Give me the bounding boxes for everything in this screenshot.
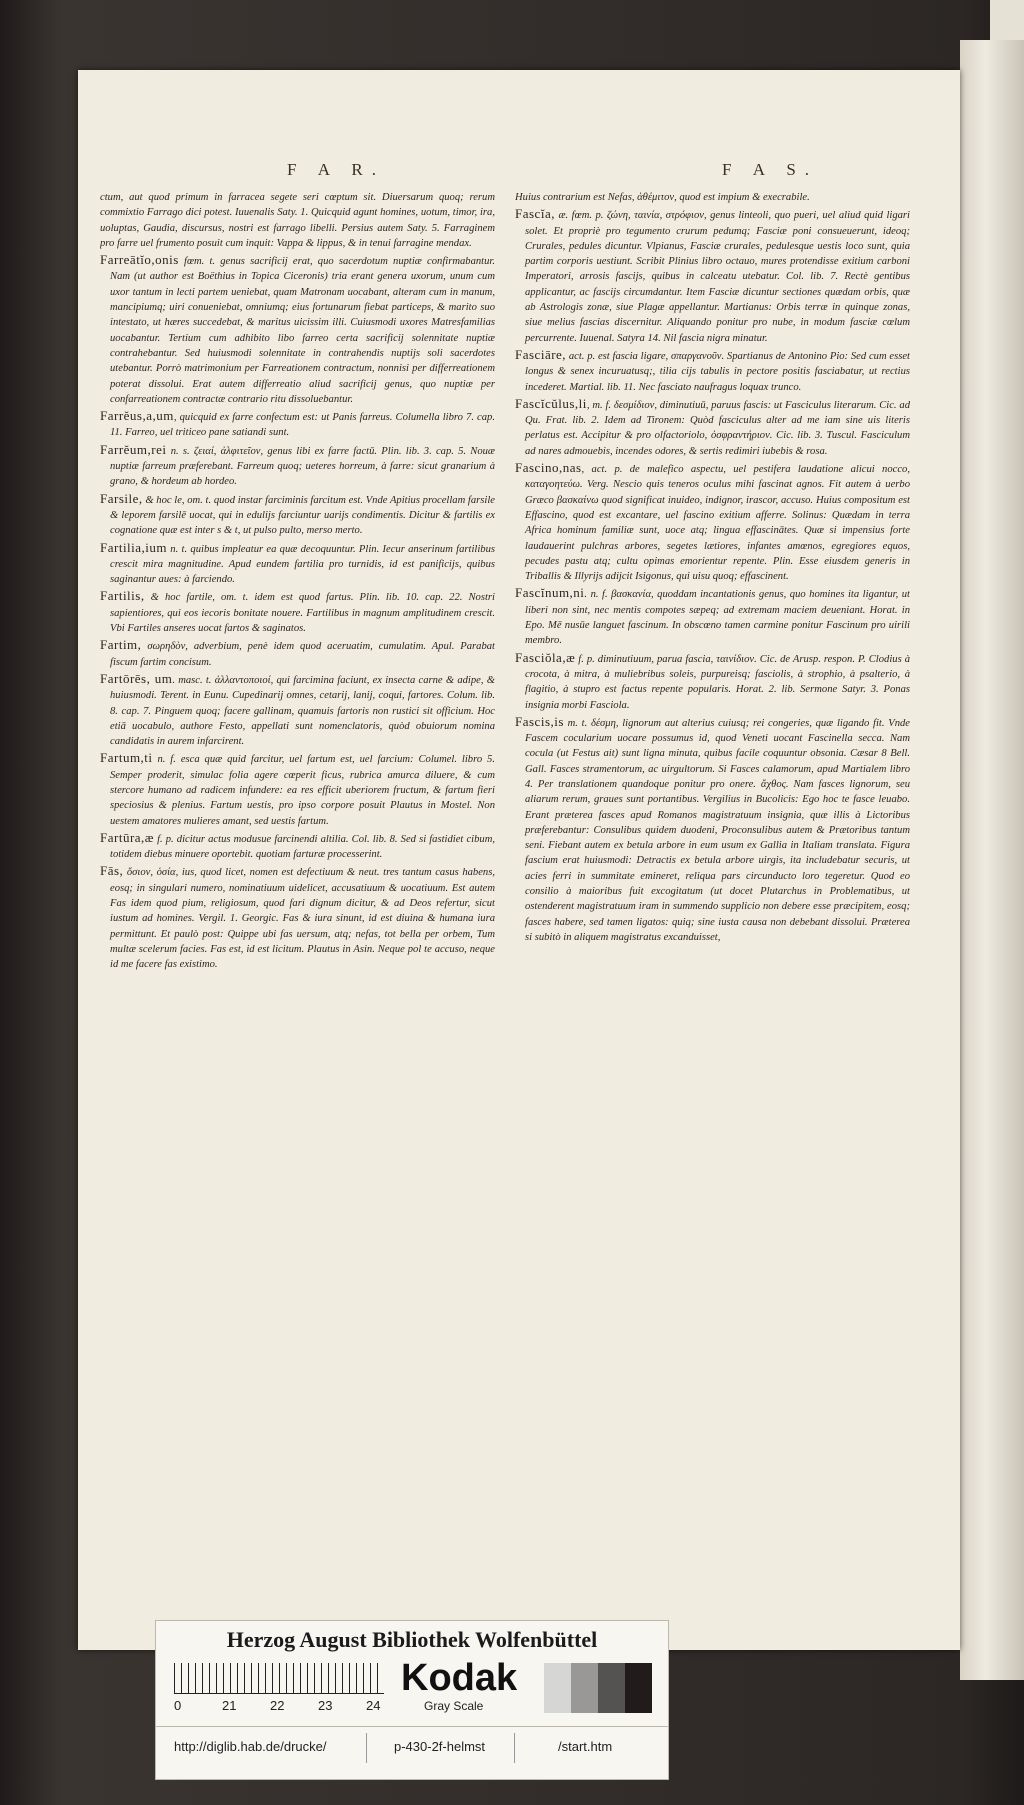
- right-text-column: [515, 190, 910, 1420]
- entry-text: ὅσιον, ὁσία, ius, quod licet, nomen est defectiuum & neut. tres tantum casus habens, eosq; in singulari numero, nominatiuum uidelicet, accusatiuum & uocatiuum. Est autem Fas idem quod pium, religiosum, quod fari dignum dicitur, & ad Deos refertur, sicut iustum ad homines. Vergil. 1. Georgic. Fas & iura sinunt, id est diuina & humana iura permittunt. Et paulò post: Quippe ubi fas uersum, atq; nefas, tot bella per orbem, Tum multæ scelerum facies. Fas est, id est licitum. Plautus in Asin. Neque pol te accuso, neque id me facere fas existimo.: [110, 867, 495, 971]
- entry-headword: Fascino,nas: [515, 460, 582, 476]
- entry-text: , m. f. δεσμίδιον, diminutiuū, paruus fascis: ut Fasciculus literarum. Cic. ad Qu. Frat. lib. 2. Idem ad Tironem: Quòd fasciculus alter ad me iam sine uis literis perlatus est. Accipitur & pro olfactoriolo, ὀσφραντήριον. Cic. lib. 3. Tuscul. Fasciculum ad nares admouebis, incendes odores, & sertis redimiri iubebis & rosa.: [525, 399, 910, 457]
- ruler-baseline: [174, 1693, 384, 1694]
- dictionary-entry: [100, 750, 495, 828]
- entry-text: & hoc le, om. t. quod instar farciminis farcitum est. Vnde Apitius procellam farsile & leporem farsilē uocat, qui in edulijs farciuntur uarijs condimentis. Dicitur & fartilis ex cognatione quæ est inter s & t, ut pulso pulto, merso merto.: [110, 494, 495, 537]
- ruler-number: 22: [270, 1698, 285, 1713]
- entry-text: f. p. dicitur actus modusue farcinendi altilia. Col. lib. 8. Sed si fastidiet cibum, totidem diebus minuere oportebit. quotiam farturæ processerint.: [110, 833, 495, 861]
- running-head-right: F A S.: [722, 160, 819, 179]
- dictionary-entry: [515, 650, 910, 713]
- entry-headword: Farrĕum,rei: [100, 441, 167, 457]
- ruler-ticks: [174, 1663, 384, 1693]
- entry-text: f. p. diminutiuum, parua fascia, ταινίδιον. Cic. de Arusp. respon. P. Clodius à crocota, à mitra, à muliebribus soleis, purpureisq; fasciolis, à strophio, à psalterio, à flagitio, à stupro est factus repente popularis. Horat. 2. lib. Sermone Satyr. 3. Ponas insignia morbi Fasciola.: [525, 653, 910, 711]
- entry-text: m. t. δέσμη, lignorum aut alterius cuiusq; rei congeries, quæ ligando fit. Vnde Fascem cocularium uocare possumus id, quod Veneti uocant Fascinella secca. Nam cocula (ut Festus ait) sunt ligna minuta, quibus facile coquuntur obsonia. Cæsar 8 Bell. Gall. Fasces stramentorum, ac uirgultorum. Si Fasces calamorum, apud Martialem libro 4. Per translationem quandoque ponitur pro onere. ἄχθος. Nam fasces lignorum, seu aliarum rerum, graues sunt portantibus. Vergilius in Bucolicis: Ego hoc te fasce leuabo. Erant præterea fasces apud Romanos magistratuum insignia, quæ illis à Lictoribus præferebantur: Consulibus quidem duodeni, Proconsulibus autem & Prætoribus tantum seni. Fiebant autem ex betula arbore in eum usum ex Gallia in Italiam translata. Figura fascium erat huiusmodi: Detractis ex betula arbore uirgis, ita includebatur securis, ut acies ferri in summitate emineret, reliqua pars circunducto loro tegeretur. Quod eo consilio à maioribus fuit excogitatum (ut docet Plutarchus in Problematibus, ut ostenderent magistratuum iram in summendo supplicio non debere esse præcipitem, eosq; fasces habere, sed tamen ligatos: quiq; sine iusta causa non debebant dissolui. Præterea si subitò in aliquem magistratus excanduisset,: [525, 717, 910, 943]
- dictionary-entry: [515, 714, 910, 945]
- entry-headword: Fasciāre,: [515, 346, 567, 362]
- url-middle: p-430-2f-helmst: [394, 1739, 486, 1754]
- url-separator: [366, 1733, 367, 1763]
- entry-headword: Fascĭcŭlus,li: [515, 395, 587, 411]
- dictionary-entry: [515, 190, 910, 205]
- gray-scale-patches: [544, 1663, 652, 1713]
- running-head-left: F A R.: [287, 160, 385, 179]
- entry-text: , act. p. de malefico aspectu, uel pestifera laudatione alicui nocco, καταγοητεύω. Verg. Nescio quis teneros oculus mihi fascinat agnos. Fit autem à uerbo Græco βασκαίνω quod significat inuideo, indignor, irascor, accuso. Huius compositum est Effascino, quod est excantare, uel fascino exitium afferre. Solinus: Quædam in terra Africa hominum familiæ sunt, uoce atq; lingua effascinātes. Quæ si impensius forte laudauerint pulchras arbores, segetes lætiores, infantes amœnos, egregiores equos, pecudes pastu atq; cultu opimas emorientur repente. Plin. Esse eiusdem generis in Triballis & Illyrijs adijcit Isigonus, qui uisu quoq; effascinent.: [525, 464, 910, 583]
- entry-text: ctum, aut quod primum in farracea segete seri cœptum sit. Diuersarum quoq; rerum commixtio Farrago dici potest. Iuuenalis Saty. 1. Quicquid agunt homines, uotum, timor, ira, uoluptas, Gaudia, discursus, nostri est farrago libelli. Persius autem Saty. 5. Farraginem pro farre uel frumento posuit cum inquit: Vappa & lippus, & in tenui farragine mendax.: [100, 192, 495, 249]
- entry-text: , quicquid ex farre confectum est: ut Panis farreus. Columella libro 7. cap. 11. Farreo, uel triticeo pane satiandi sunt.: [110, 412, 495, 439]
- ruler-numbers: [174, 1698, 394, 1714]
- dictionary-entry: [100, 491, 495, 539]
- next-page-edge: [960, 40, 1024, 1680]
- entry-headword: Fasciŏla,æ: [515, 649, 576, 665]
- gray-patch: [625, 1663, 652, 1713]
- gray-patch: [544, 1663, 571, 1713]
- dictionary-entry: [515, 460, 910, 584]
- entry-text: fœm. t. genus sacrificij erat, quo sacerdotum nuptiæ confirmabantur. Nam (ut author est Boëthius in Topica Ciceronis) tria erant genera uxorum, unum cum uxor tantum in lecti partem ueniebat, quam Matronam uocabant, alteram cum in manum, mancipiumq; uiri conueniebat, omniumq; eius fortunarum fiebat particeps, & marito suo intestato, ut hæres succedebat, & maritus uicissim illi. Cuiusmodi uxores Matresfamilias uocabantur. Tertium cum adhibito libo farreo certa sacrificij solennitate nuptiæ contrahebantur. Sed huiusmodi solennitate in contrahendis nuptijs soli sacerdotes utebantur. Porrò matrimonium per Farreationem contractum, nonnisi per differreationem poterat dissolui. Erat autem differreatio aliud sacrificij genus, quo nuptiæ per confarreationem contractæ contrario ritu dissoluebantur.: [110, 256, 495, 405]
- dictionary-entry: [515, 396, 910, 459]
- dictionary-entry: [515, 206, 910, 346]
- ruler-number: 23: [318, 1698, 333, 1713]
- dictionary-entry: [100, 830, 495, 863]
- dictionary-entry: [100, 540, 495, 588]
- entry-headword: Fartum,ti: [100, 750, 153, 766]
- entry-headword: Fās,: [100, 863, 124, 879]
- left-text-column: [100, 190, 495, 1420]
- gray-patch: [571, 1663, 598, 1713]
- url-separator: [514, 1733, 515, 1763]
- ruler-number: 0: [174, 1698, 182, 1713]
- entry-text: n. f. esca quæ quid farcitur, uel fartum est, uel farcium: Columel. libro 5. Semper proderit, simulac folia agere cœperit ficus, rubrica amurca diluere, & cum stercore humano ad radicem infundere: ea res efficit uberiorem fructum, & fartum fieri speciosius & plenius. Fartum uestis, pro ipso corpore posuit Plautus in Mostel. Non uestem amatores mulieres amant, sed uestis fartum.: [110, 754, 495, 827]
- entry-headword: Farrĕus,a,um: [100, 408, 174, 424]
- entry-text: n. t. quibus impleatur ea quæ decoquuntur. Plin. Iecur anserinum fartilibus crescit mira magnitudine. Apud eundem fartilia pro turnidis, id est panificijs, quibus saginantur aues: à farciendo.: [110, 543, 495, 586]
- entry-headword: Fascis,is: [515, 713, 564, 729]
- dictionary-entry: [515, 585, 910, 648]
- entry-text: & hoc fartile, om. t. idem est quod fartus. Plin. lib. 10. cap. 22. Nostri sapientiores, qui eos iecoris bonitate nouere. Fartilibus in magnum amplitudinem crescit. Vbi Fartiles anseres uocat fartos & saginatos.: [110, 592, 495, 635]
- entry-headword: Farreātĭo,onis: [100, 252, 179, 268]
- entry-headword: Fartim,: [100, 637, 142, 653]
- dictionary-entry: [100, 408, 495, 441]
- gray-patch: [598, 1663, 625, 1713]
- entry-text: . n. f. βασκανία, quoddam incantationis genus, quo homines ita ligantur, ut liberi non sint, nec mentis compotes sæpeq; ad extremam maciem deueniant. Horat. in Epo. Mē nusūe languet fascinum. In obscœno tamen carmine ponitur Fascinum pro uirili membro.: [525, 589, 910, 647]
- library-title: Herzog August Bibliothek Wolfenbüttel: [226, 1627, 598, 1652]
- dictionary-entry: [515, 347, 910, 395]
- entry-headword: Fartilia,ium: [100, 539, 168, 555]
- dictionary-entry: [100, 637, 495, 670]
- dictionary-entry: [100, 252, 495, 407]
- entry-headword: Fascĭnum,ni: [515, 585, 585, 601]
- color-calibration-target: [155, 1620, 669, 1780]
- dictionary-entry: [100, 671, 495, 749]
- entry-text: n. s. ζειαί, ἀλφιτεῖον, genus libi ex farre factū. Plin. lib. 3. cap. 5. Nouæ nuptiæ farreum præferebant. Farreum quoq; ueteres horreum, à farre: sicut granarium à grano, & hordeum ab hordeo.: [110, 445, 495, 488]
- gray-scale-label: Gray Scale: [424, 1699, 484, 1713]
- entry-headword: Fartōrēs, um: [100, 670, 173, 686]
- dictionary-entry: [100, 863, 495, 972]
- entry-headword: Fartilis,: [100, 588, 145, 604]
- ruler-number: 24: [366, 1698, 381, 1713]
- entry-text: Huius contrarium est Nefas, ἀθέμιτον, quod est impium & execrabile.: [515, 192, 810, 203]
- entry-headword: Fartūra,æ: [100, 829, 154, 845]
- url-right: /start.htm: [558, 1739, 613, 1754]
- entry-headword: Fascĭa,: [515, 206, 555, 222]
- target-divider: [156, 1726, 668, 1727]
- ruler-number: 21: [222, 1698, 237, 1713]
- dictionary-entry: [100, 190, 495, 251]
- url-left: http://diglib.hab.de/drucke/: [174, 1739, 327, 1754]
- kodak-logo: Kodak: [401, 1657, 518, 1699]
- entry-text: σωρηδὸν, adverbium, penè idem quod aceruatim, cumulatim. Apul. Parabat fiscum fartim concisum.: [110, 641, 495, 668]
- dictionary-entry: [100, 442, 495, 490]
- entry-headword: Farsile,: [100, 490, 143, 506]
- entry-text: act. p. est fascia ligare, σπαργανοῦν. Spartianus de Antonino Pio: Sed cum esset longus & senex incuruatusq;, tilia cijs tabulis in pectore positis fasciabatur, ut rectius incederet. Martial. lib. 11. Nec fasciato naufragus loquax trunco.: [525, 350, 910, 393]
- entry-text: . masc. t. ἀλλαντοποιοί, qui farcimina faciunt, ex insecta carne & adipe, & huiusmodi. Terent. in Eunu. Cupedinarij omnes, cetarij, lanij, coqui, fartores. Colum. lib. 8. cap. 7. Pinguem quoq; facere gallinam, quamuis fartoris non rustici sit officium. Hoc etiā uocabulo, authore Festo, appellati sunt nomenclatoris, quòd obuiorum nomina candidatis in aurem infarcirent.: [110, 674, 495, 748]
- dictionary-entry: [100, 588, 495, 636]
- entry-text: æ. fœm. p. ζώνη, ταινία, στρόφιον, genus linteoli, quo pueri, uel aliud quid ligari solet. Et propriè pro tegumento crurum pedumq; Fasciæ poni consueuerunt, ideoq; Crurales, pedules dicuntur. Vlpianus, Fasciæ crurales, pedulesque uestis loco sunt, quia partim corporis uestiunt. Scribit Plinius libro octauo, mures protendisse exitium carboni Imperatori, arrosis fascijs, quibus in calceatu utebatur. Col. lib. 7. Rectè gentibus applicantur, ac fascijs circumdantur. Item Fasciæ dicuntur sectiones quædam orbis, quæ ab Astrologis zonæ, siue Plagæ appellantur. Martianus: Orbis terræ in quinque zonas, siue melius fascias discernitur. Aliquando ponitur pro nube, in modum fasciæ cœlum percurrente. Iuuenal. Satyra 14. Nil fascia nigra minatur.: [525, 210, 910, 344]
